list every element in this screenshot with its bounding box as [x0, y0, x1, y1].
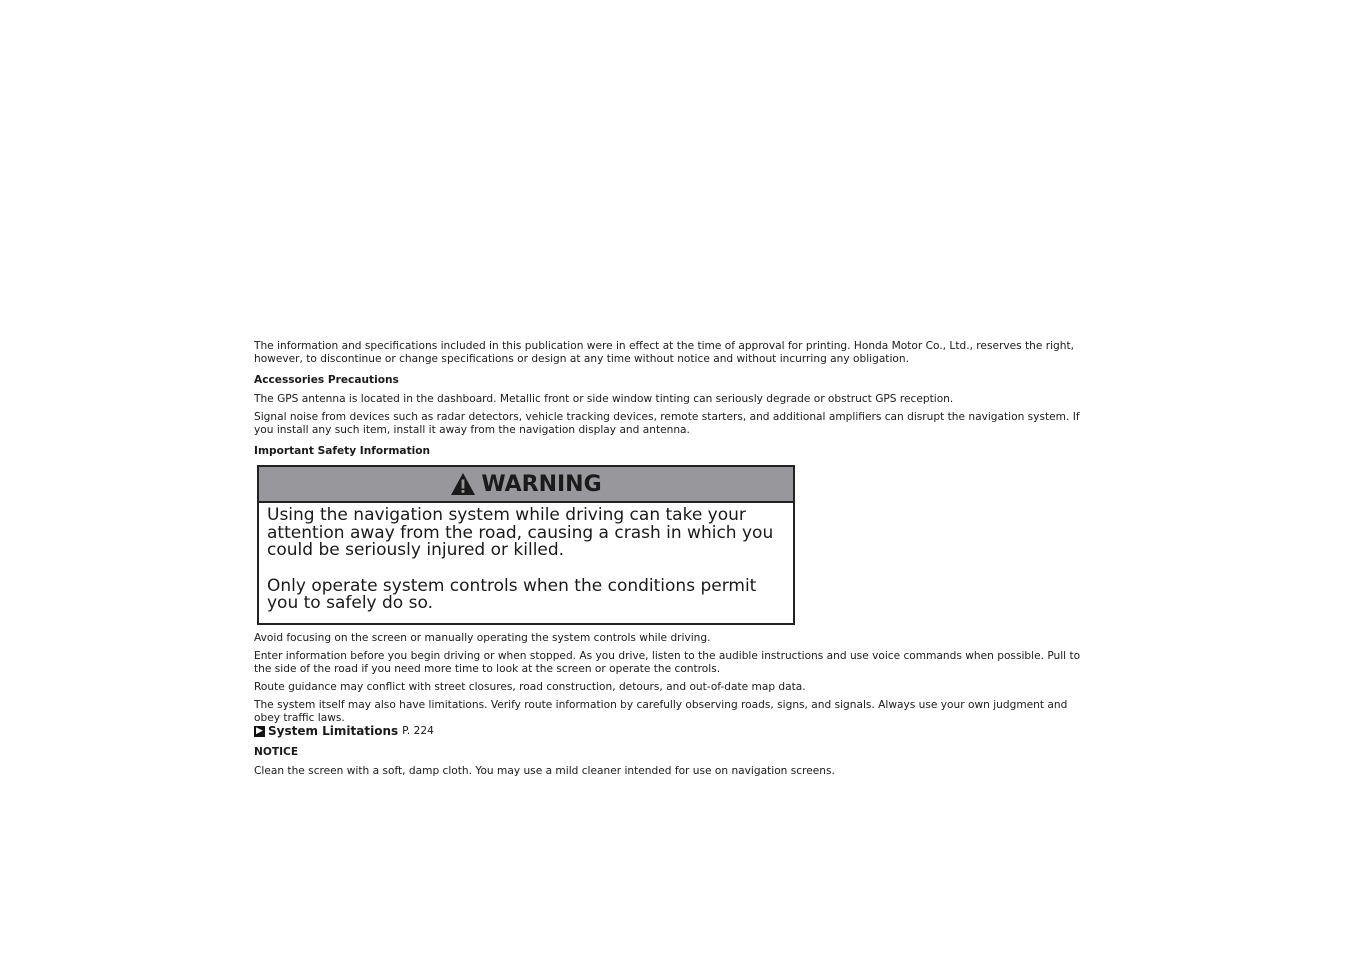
avoid-focus-paragraph: Avoid focusing on the screen or manually operating the system controls while driving.	[254, 631, 711, 644]
safety-heading: Important Safety Information	[254, 445, 431, 457]
enter-info-paragraph: Enter information before you begin driving or when stopped. As you drive, listen to the audible instructions and use voice commands when possible. Pull to the side of the road if you need more time to look at the screen or operate the controls.	[254, 649, 1081, 675]
warning-header	[259, 467, 793, 503]
document-body	[254, 340, 1094, 783]
warning-body	[259, 503, 793, 623]
arrow-right-icon: ▶	[254, 726, 265, 737]
route-guidance-paragraph: Route guidance may conflict with street closures, road construction, detours, and out-of-date map data.	[254, 680, 806, 693]
warning-box	[257, 465, 795, 625]
limitations-paragraph: The system itself may also have limitations. Verify route information by carefully observing roads, signs, and signals. Always use your own judgment and obey traffic laws.	[254, 698, 1068, 724]
notice-paragraph: Clean the screen with a soft, damp cloth. You may use a mild cleaner intended for use on navigation screens.	[254, 764, 835, 777]
warning-text-1: Using the navigation system while driving can take your attention away from the road, causing a crash in which you could be seriously injured or killed.	[267, 505, 774, 560]
notice-heading: NOTICE	[254, 745, 299, 758]
accessories-heading: Accessories Precautions	[254, 374, 399, 386]
warning-text-2: Only operate system controls when the conditions permit you to safely do so.	[267, 575, 757, 613]
warning-title: WARNING	[481, 471, 602, 497]
signal-noise-paragraph: Signal noise from devices such as radar detectors, vehicle tracking devices, remote starters, and additional amplifiers can disrupt the navigation system. If you install any such item, install it away from the navigation display and antenna.	[254, 411, 1080, 436]
gps-antenna-paragraph: The GPS antenna is located in the dashboard. Metallic front or side window tinting can seriously degrade or obstruct GPS reception.	[254, 393, 954, 405]
system-limitations-link[interactable]	[254, 725, 1094, 738]
xref-title: System Limitations	[268, 723, 399, 738]
xref-page: P. 224	[402, 724, 434, 737]
warning-triangle-icon	[450, 472, 476, 496]
intro-paragraph: The information and specifications included in this publication were in effect at the time of approval for printing. Honda Motor Co., Ltd., reserves the right, however, to discontinue or change specifications or design at any time without notice and without incurring any obligation.	[254, 340, 1075, 365]
